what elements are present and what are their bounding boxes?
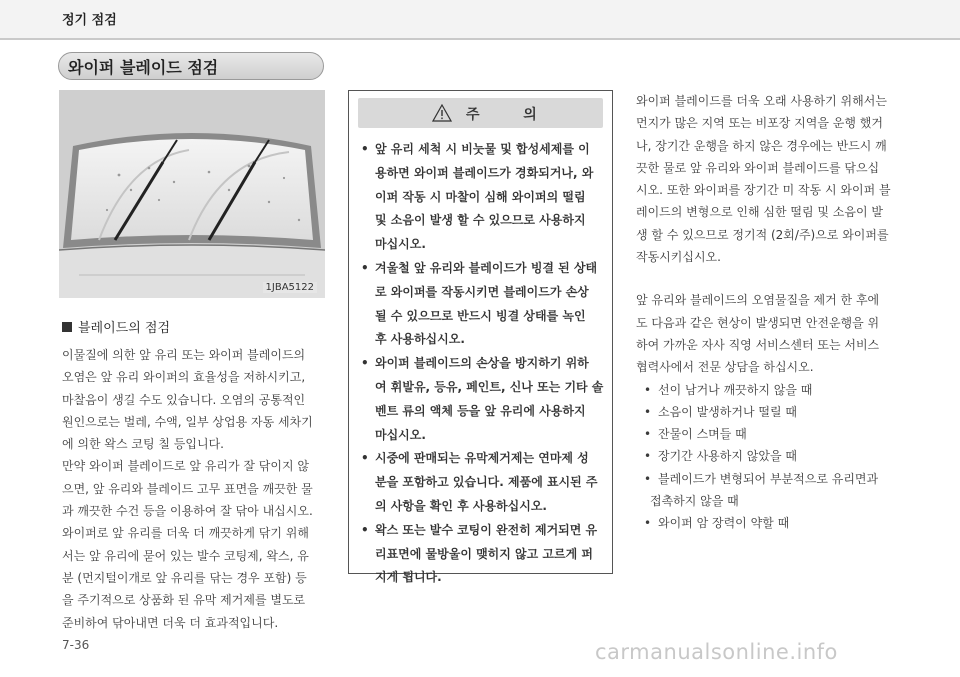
text-line: 을 주기적으로 상품화 된 유막 제거제를 별도로 xyxy=(62,593,306,608)
chapter-title: 정기 점검 xyxy=(62,13,117,28)
text-line: 생 할 수 있으므로 정기적 (2회/주)으로 와이퍼를 xyxy=(636,227,889,242)
list-item-line: • 잔물이 스며들 때 xyxy=(658,427,747,442)
list-item-line: • 와이퍼 블레이드의 손상을 방지하기 위하 xyxy=(375,356,589,371)
square-bullet-icon xyxy=(62,322,72,332)
header-divider xyxy=(0,38,960,40)
watermark: carmanualsonline.info xyxy=(595,640,838,664)
list-item-line: 및 소음이 발생 할 수 있으므로 사용하지 xyxy=(375,213,586,228)
text-line: 와이퍼 블레이드를 더욱 오래 사용하기 위해서는 xyxy=(636,94,887,108)
list-item-line: 의 사항을 확인 후 사용하십시오. xyxy=(375,498,547,513)
page-number: 7-36 xyxy=(62,638,90,652)
list-item xyxy=(636,423,906,445)
list-item-line: • 시중에 판매되는 유막제거제는 연마제 성 xyxy=(375,451,589,466)
caution-title xyxy=(466,104,537,124)
text-line: 으면, 앞 유리와 블레이드 고무 표면을 깨끗한 물 xyxy=(62,481,313,496)
page-header xyxy=(0,0,960,38)
list-item-line: • 앞 유리 세척 시 비눗물 및 합성세제를 이 xyxy=(375,142,590,156)
caution-list xyxy=(359,138,609,590)
caution-title-char-2: 의 xyxy=(523,107,537,123)
right-paragraph-1 xyxy=(636,90,906,268)
list-item-line: • 장기간 사용하지 않았을 때 xyxy=(658,449,797,464)
text-line: 하여 가까운 자사 직영 서비스센터 또는 서비스 xyxy=(636,337,880,352)
text-line: 시오. 또한 와이퍼를 장기간 미 작동 시 와이퍼 블 xyxy=(636,183,891,198)
list-item-line: 벤트 류의 액체 등을 앞 유리에 사용하지 xyxy=(375,403,586,418)
list-item-line: 여 휘발유, 등유, 페인트, 신나 또는 기타 솔 xyxy=(375,379,604,394)
text-line: 마찰음이 생길 수도 있습니다. 오염의 공통적인 xyxy=(62,392,306,407)
right-column xyxy=(636,90,906,535)
figure-code: 1JBA5122 xyxy=(263,282,317,293)
caution-box xyxy=(348,90,613,585)
warning-triangle-icon xyxy=(432,104,452,122)
list-item xyxy=(636,379,906,401)
list-item-line: 마십시오. xyxy=(375,237,426,252)
text-line: 작동시키십시오. xyxy=(636,250,721,265)
list-item xyxy=(359,352,609,447)
text-line: 도 다음과 같은 현상이 발생되면 안전운행을 위 xyxy=(636,315,880,330)
text-line: 나, 장기간 운행을 하지 않은 경우에는 반드시 깨 xyxy=(636,138,887,153)
caution-header xyxy=(358,98,603,128)
wiper-illustration xyxy=(59,90,325,298)
list-item-line: 리표면에 물방울이 맺히지 않고 고르게 퍼 xyxy=(375,546,593,561)
list-item-line: • 겨울철 앞 유리와 블레이드가 빙결 된 상태 xyxy=(375,260,598,275)
text-line: 끗한 물로 앞 유리와 와이퍼 블레이드를 닦으십 xyxy=(636,160,880,175)
text-line: 에 의한 왁스 코팅 칠 등입니다. xyxy=(62,437,224,452)
text-line: 만약 와이퍼 블레이드로 앞 유리가 잘 닦이지 않 xyxy=(62,459,309,474)
list-item-line: 용하면 와이퍼 블레이드가 경화되거나, 와 xyxy=(375,165,594,180)
subheading xyxy=(62,317,170,336)
list-item-line: • 선이 남거나 깨끗하지 않을 때 xyxy=(658,382,813,397)
list-item-line: 접촉하지 않을 때 xyxy=(650,494,739,509)
list-item xyxy=(636,401,906,423)
text-line: 이물질에 의한 앞 유리 또는 와이퍼 블레이드의 xyxy=(62,348,306,362)
list-item-line: 지게 됩니다. xyxy=(375,570,442,585)
subheading-text: 블레이드의 점검 xyxy=(78,321,171,336)
list-item xyxy=(359,519,609,590)
list-item xyxy=(359,447,609,518)
list-item-line: • 왁스 또는 발수 코팅이 완전히 제거되면 유 xyxy=(375,522,598,537)
caution-title-char-1: 주 xyxy=(466,107,480,123)
right-paragraph-2 xyxy=(636,289,906,378)
text-line: 앞 유리와 블레이드의 오염물질을 제거 한 후에 xyxy=(636,293,880,308)
text-line: 레이드의 변형으로 인해 심한 떨림 및 소음이 발 xyxy=(636,205,883,220)
list-item-line: • 와이퍼 암 장력이 약할 때 xyxy=(658,516,790,531)
symptom-list xyxy=(636,379,906,535)
list-item-line: 될 수 있으므로 반드시 빙결 상태를 녹인 xyxy=(375,308,586,323)
list-item xyxy=(636,512,906,534)
section-title: 와이퍼 블레이드 점검 xyxy=(68,58,219,77)
list-item-line: 마십시오. xyxy=(375,427,426,442)
left-paragraph xyxy=(62,344,324,634)
text-line: 분 (먼지털이개로 앞 유리를 닦는 경우 포함) 등 xyxy=(62,570,307,585)
list-item-line: • 블레이드가 변형되어 부분적으로 유리면과 xyxy=(658,471,879,486)
text-line: 오염은 앞 유리 와이퍼의 효율성을 저하시키고, xyxy=(62,370,306,385)
list-item-line: 분을 포함하고 있습니다. 제품에 표시된 주 xyxy=(375,475,598,490)
windshield-wiper-drawing xyxy=(59,90,325,298)
list-item-line: 후 사용하십시오. xyxy=(375,332,465,347)
list-item-line: • 소음이 발생하거나 떨릴 때 xyxy=(658,404,797,419)
text-line: 과 깨끗한 수건 등을 이용하여 잘 닦아 내십시오. xyxy=(62,504,313,519)
text-line: 준비하여 닦아내면 더욱 더 효과적입니다. xyxy=(62,615,279,630)
list-item xyxy=(636,468,906,513)
list-item xyxy=(359,257,609,352)
text-line: 협력사에서 전문 상담을 하십시오. xyxy=(636,360,814,375)
text-line: 서는 앞 유리에 묻어 있는 발수 코팅제, 왁스, 유 xyxy=(62,548,309,563)
list-item xyxy=(359,138,609,257)
list-item xyxy=(636,445,906,467)
text-line: 먼지가 많은 지역 또는 비포장 지역을 운행 했거 xyxy=(636,116,883,131)
text-line: 와이퍼로 앞 유리를 더욱 더 깨끗하게 닦기 위해 xyxy=(62,526,309,541)
text-line: 원인으로는 벌레, 수액, 일부 상업용 자동 세차기 xyxy=(62,414,313,429)
list-item-line: 이퍼 작동 시 마찰이 심해 와이퍼의 떨림 xyxy=(375,189,586,204)
list-item-line: 로 와이퍼를 작동시키면 블레이드가 손상 xyxy=(375,284,589,299)
